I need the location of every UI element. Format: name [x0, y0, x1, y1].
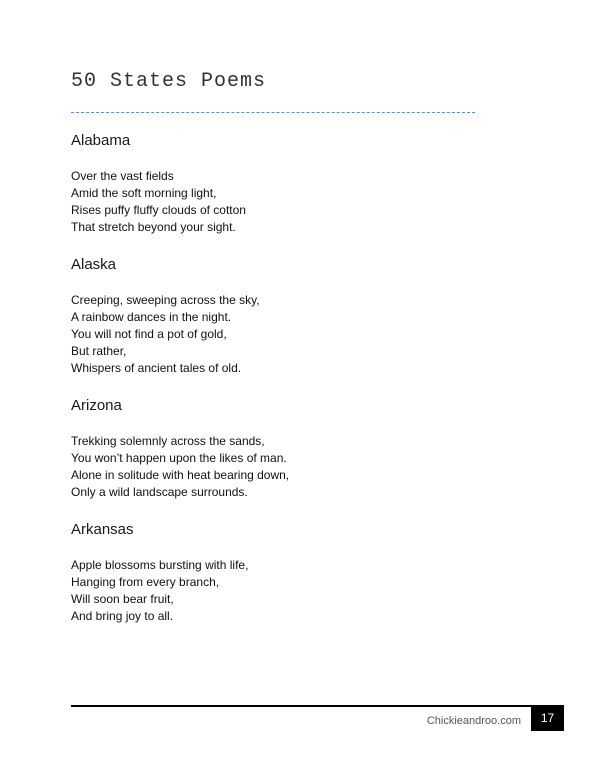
poem-title: Arkansas	[71, 521, 134, 538]
poem-arkansas	[71, 520, 511, 625]
poem-title: Alabama	[71, 132, 131, 149]
poem-line: But rather,	[71, 344, 127, 358]
poem-title: Alaska	[71, 256, 117, 273]
poem-line: Whispers of ancient tales of old.	[71, 361, 242, 375]
poem-line: Hanging from every branch,	[71, 575, 220, 589]
poem-line: Amid the soft morning light,	[71, 186, 217, 200]
page-title: 50 States Poems	[71, 70, 267, 93]
poem-line: Trekking solemnly across the sands,	[71, 434, 265, 448]
poem-line: A rainbow dances in the night.	[71, 310, 232, 324]
poem-line: Apple blossoms bursting with life,	[71, 558, 249, 572]
footer-divider	[71, 705, 531, 707]
page-number: 17	[531, 705, 564, 731]
poem-line: That stretch beyond your sight.	[71, 220, 236, 234]
footer-site: Chickieandroo.com	[426, 715, 521, 727]
poem-line: And bring joy to all.	[71, 609, 174, 623]
poem-line: You won’t happen upon the likes of man.	[71, 451, 287, 465]
poem-alaska	[71, 255, 511, 377]
poem-line: Rises puffy fluffy clouds of cotton	[71, 203, 246, 217]
poem-line: Only a wild landscape surrounds.	[71, 485, 248, 499]
poem-title: Arizona	[71, 397, 122, 414]
poem-line: Alone in solitude with heat bearing down,	[71, 468, 290, 482]
poem-line: Will soon bear fruit,	[71, 592, 174, 606]
poem-line: Over the vast fields	[71, 169, 174, 183]
poem-line: You will not find a pot of gold,	[71, 327, 227, 341]
poem-alabama	[71, 131, 511, 236]
poem-arizona	[71, 396, 511, 501]
poem-line: Creeping, sweeping across the sky,	[71, 293, 260, 307]
title-divider	[71, 112, 475, 113]
poem-list	[71, 131, 511, 644]
